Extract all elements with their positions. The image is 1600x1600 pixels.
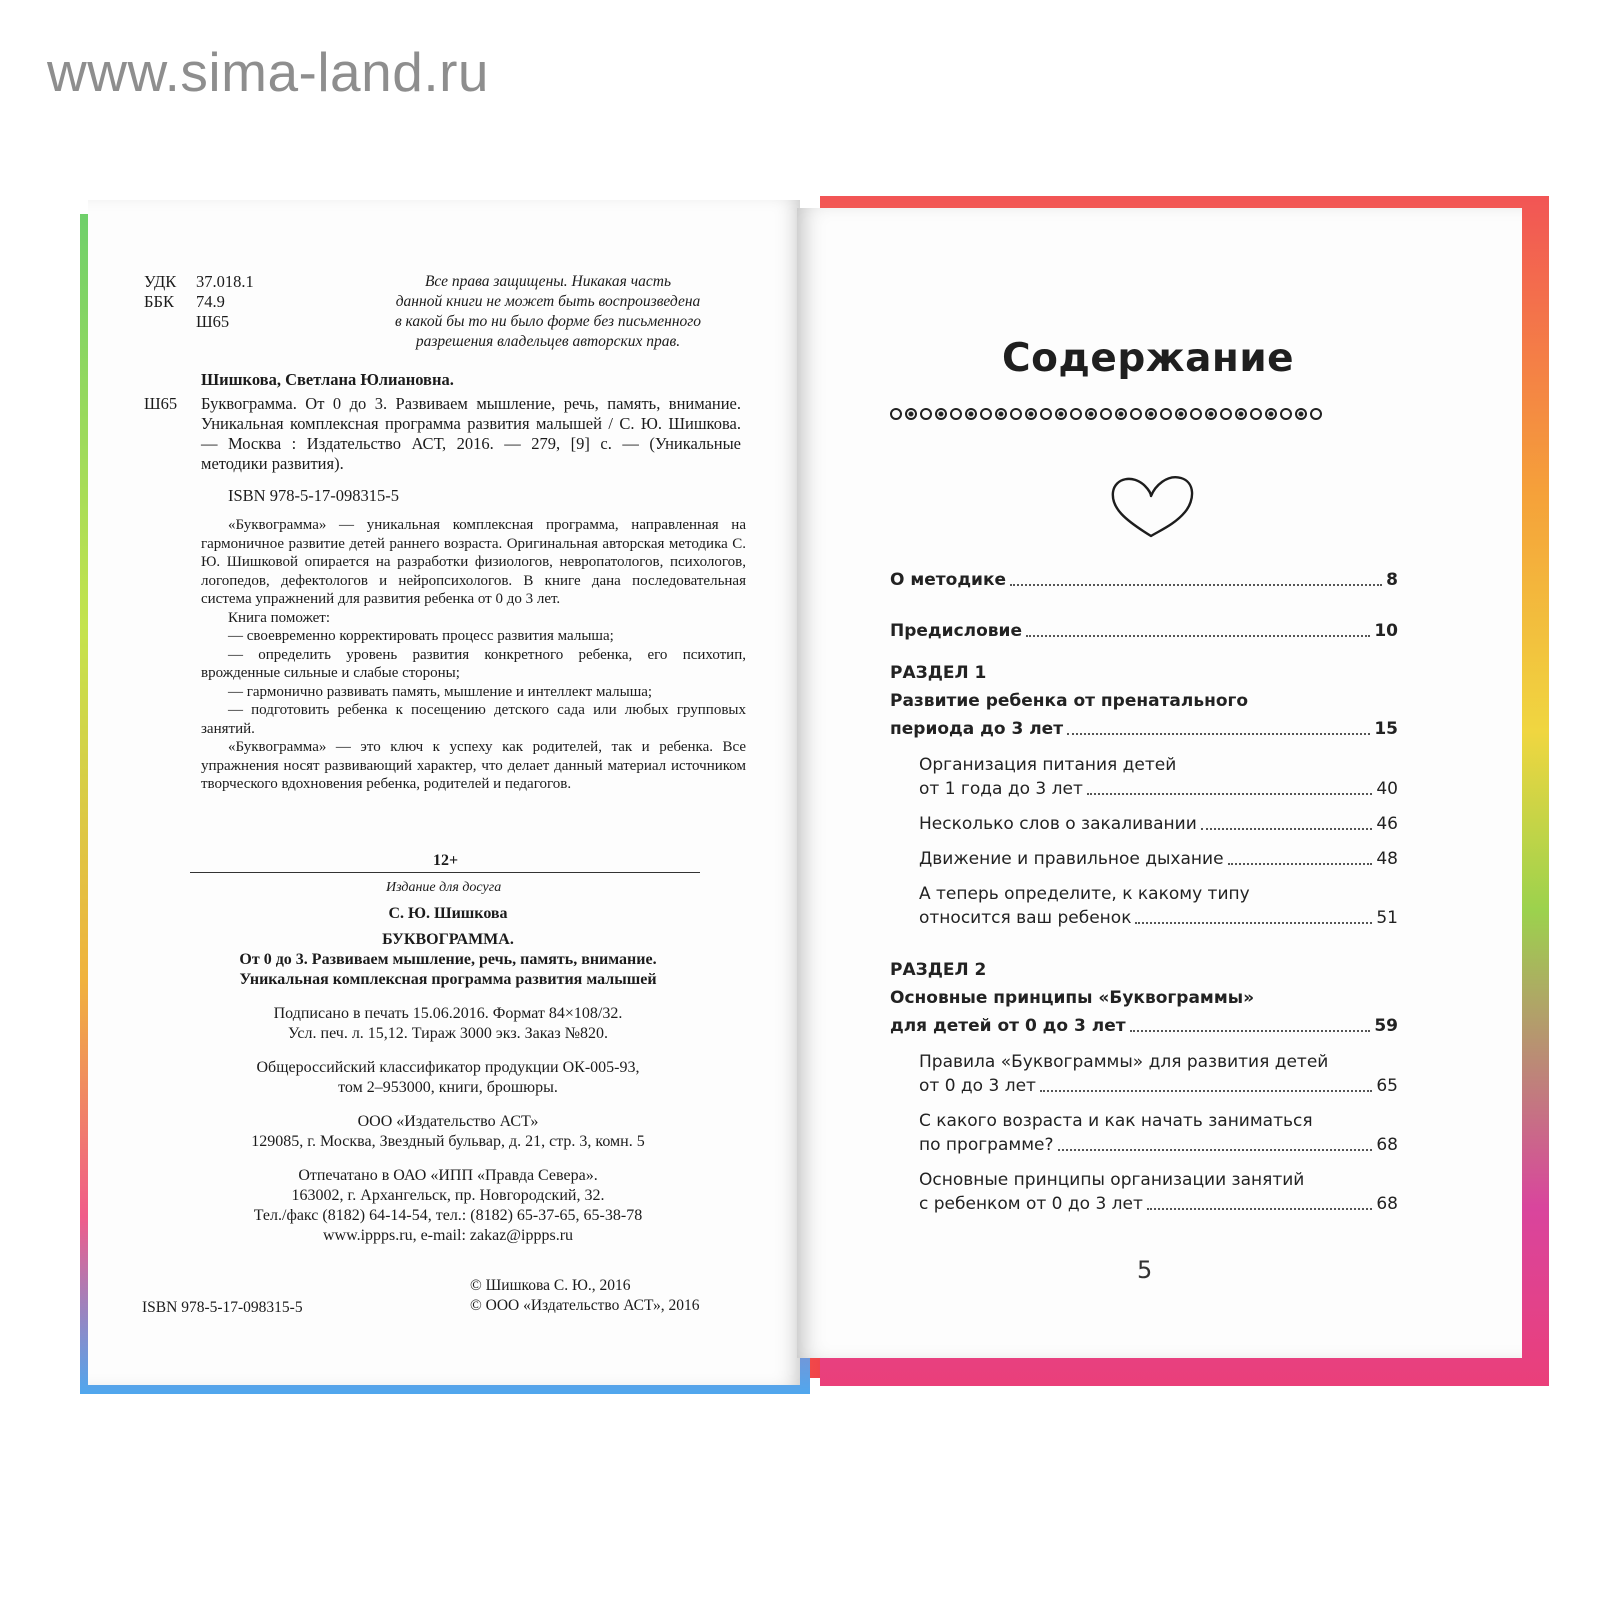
heart-outline-icon — [1105, 470, 1197, 542]
toc-subentry[interactable] — [919, 847, 1398, 871]
toc-leader — [1087, 792, 1373, 795]
watermark-url: www.sima-land.ru — [47, 41, 490, 103]
printer-info: Отпечатано в ОАО «ИПП «Правда Севера». — [298, 1167, 598, 1184]
rights-notice — [378, 272, 718, 352]
copyright-page — [88, 200, 800, 1385]
author-heading: Шишкова, Светлана Юлиановна. — [201, 370, 454, 389]
toc-leader — [1026, 634, 1370, 637]
author-code-value: Ш65 — [196, 312, 230, 331]
toc-leader — [1040, 1089, 1372, 1092]
toc-subentry[interactable] — [919, 906, 1398, 930]
classifier-info: том 2–953000, книги, брошюры. — [338, 1079, 558, 1096]
toc-subentry-title[interactable]: Правила «Буквограммы» для развития детей — [919, 1052, 1329, 1072]
contents-page — [797, 208, 1522, 1358]
print-info: Подписано в печать 15.06.2016. Формат 84×108/32. — [273, 1005, 623, 1022]
toc-page-number: 59 — [1374, 1016, 1398, 1036]
rights-line: Все права защищены. Никакая часть — [424, 273, 672, 290]
section-label: РАЗДЕЛ 1 — [890, 663, 987, 683]
toc-subentry-title[interactable]: Организация питания детей — [919, 755, 1177, 775]
annotation-paragraph: — своевременно корректировать процесс развития малыша; — [228, 628, 614, 644]
printer-info: Тел./факс (8182) 64-14-54, тел.: (8182) 65-37-65, 65-38-78 — [253, 1207, 643, 1224]
toc-page-number: 68 — [1376, 1135, 1398, 1155]
isbn: ISBN 978-5-17-098315-5 — [228, 486, 399, 505]
toc-page-number: 10 — [1374, 621, 1398, 641]
imprint-title: БУКВОГРАММА. — [382, 931, 514, 948]
toc-subentry-title[interactable]: А теперь определите, к какому типу — [919, 884, 1250, 904]
toc-page-number: 15 — [1374, 719, 1398, 739]
bbk-key: ББК — [144, 292, 174, 311]
toc-subentry[interactable] — [919, 777, 1398, 801]
toc-subentry-title: Несколько слов о закаливании — [919, 814, 1197, 834]
toc-subentry[interactable] — [919, 812, 1398, 836]
classifier-info: Общероссийский классификатор продукции ОК-005-93, — [256, 1059, 640, 1076]
toc-entry[interactable] — [890, 568, 1398, 592]
toc-subentry-title: по программе? — [919, 1135, 1054, 1155]
toc-page-number: 65 — [1376, 1076, 1398, 1096]
imprint-author: С. Ю. Шишкова — [388, 905, 508, 922]
edition-type: Издание для досуга — [386, 880, 502, 895]
toc-subentry-title: с ребенком от 0 до 3 лет — [919, 1194, 1143, 1214]
classification-codes — [144, 272, 254, 332]
toc-leader — [1147, 1207, 1372, 1210]
copyright-lines — [470, 1276, 700, 1316]
toc-entry-title: Предисловие — [890, 621, 1022, 641]
copyright-line: © Шишкова С. Ю., 2016 — [470, 1277, 631, 1294]
toc-subentry-title[interactable]: С какого возраста и как начать заниматься — [919, 1111, 1313, 1131]
contents-title: Содержание — [1002, 336, 1295, 381]
author-code-row — [144, 312, 254, 332]
toc-page-number: 68 — [1376, 1194, 1398, 1214]
annotation-paragraph: «Буквограмма» — уникальная комплексная программа, направленная на гармоничное развитие детей раннего возраста. Оригинальная авторская методика С. Ю. Шишковой опирается на разработки физиологов, невропатологов, психологов, логопедов, дефектологов и нейропсихологов. В книге дана последовательная система упражнений для развития ребенка от 0 до 3 лет. — [201, 517, 746, 607]
annotation — [201, 516, 746, 794]
copyright-line: © ООО «Издательство АСТ», 2016 — [470, 1297, 700, 1314]
toc-subentry-title[interactable]: Основные принципы организации занятий — [919, 1170, 1305, 1190]
toc-subentry-title: относится ваш ребенок — [919, 908, 1132, 928]
annotation-paragraph: — подготовить ребенка к посещению детского сада или любых групповых занятий. — [201, 702, 746, 737]
printer-info: 163002, г. Архангельск, пр. Новгородский, 32. — [291, 1187, 605, 1204]
open-book — [80, 186, 1550, 1406]
page-number: 5 — [1137, 1256, 1153, 1284]
toc-page-number: 51 — [1376, 908, 1398, 928]
annotation-paragraph: — определить уровень развития конкретного ребенка, его психотип, врожденные сильные и слабые стороны; — [201, 646, 746, 681]
toc-entry-title[interactable]: Основные принципы «Буквограммы» — [890, 988, 1255, 1008]
circle-dots-divider-icon — [890, 408, 1322, 420]
toc-subentry[interactable] — [919, 1192, 1398, 1216]
divider-line — [190, 872, 700, 873]
toc-entry-title: О методике — [890, 570, 1007, 590]
imprint-subtitle: От 0 до 3. Развиваем мышление, речь, память, внимание. — [239, 951, 657, 968]
toc-leader — [1067, 732, 1370, 735]
toc-subentry-title: Движение и правильное дыхание — [919, 849, 1224, 869]
toc-leader — [1135, 921, 1372, 924]
publisher-address: 129085, г. Москва, Звездный бульвар, д. 21, стр. 3, комн. 5 — [251, 1133, 645, 1150]
toc-subentry-title: от 1 года до 3 лет — [919, 779, 1083, 799]
publisher-name: ООО «Издательство АСТ» — [357, 1113, 539, 1130]
table-of-contents — [890, 568, 1398, 1216]
toc-leader — [1010, 583, 1382, 586]
bibliographic-record: Буквограмма. От 0 до 3. Развиваем мышление, речь, память, внимание. Уникальная комплексная программа развития малышей / С. Ю. Шишкова. — Москва : Издательство АСТ, 2016. — 279, [9] с. — (Уникальные методики развития). — [201, 394, 741, 473]
toc-entry-title: для детей от 0 до 3 лет — [890, 1016, 1126, 1036]
toc-subentry[interactable] — [919, 1074, 1398, 1098]
printer-info: www.ippps.ru, e-mail: zakaz@ippps.ru — [322, 1227, 574, 1244]
toc-page-number: 40 — [1376, 779, 1398, 799]
age-rating: 12+ — [433, 852, 459, 869]
rights-line: разрешения владельцев авторских прав. — [415, 333, 681, 350]
rights-line: в какой бы то ни было форме без письменного — [394, 313, 702, 330]
udk-row — [144, 272, 254, 292]
section-label: РАЗДЕЛ 2 — [890, 960, 987, 980]
bbk-row — [144, 292, 254, 312]
imprint-block — [188, 904, 708, 1246]
annotation-paragraph: Книга поможет: — [228, 609, 331, 626]
author-code: Ш65 — [144, 394, 178, 413]
toc-page-number: 8 — [1386, 570, 1398, 590]
annotation-paragraph: — гармонично развивать память, мышление и интеллект малыша; — [228, 683, 653, 700]
toc-page-number: 48 — [1376, 849, 1398, 869]
toc-subentry[interactable] — [919, 1133, 1398, 1157]
toc-entry[interactable] — [890, 619, 1398, 643]
toc-leader — [1201, 827, 1373, 830]
toc-subentry-title: от 0 до 3 лет — [919, 1076, 1036, 1096]
bbk-value: 74.9 — [196, 292, 225, 311]
toc-leader — [1228, 862, 1373, 865]
toc-entry-title[interactable]: Развитие ребенка от пренатального — [890, 691, 1249, 711]
toc-entry[interactable] — [890, 717, 1398, 741]
annotation-paragraph: «Буквограмма» — это ключ к успеху как родителей, так и ребенка. Все упражнения носят развивающий характер, что делает данный материал источником творческого вдохновения ребенка, родителей и педагогов. — [201, 739, 746, 792]
imprint-subtitle: Уникальная комплексная программа развития малышей — [239, 971, 657, 988]
isbn-bottom: ISBN 978-5-17-098315-5 — [142, 1299, 303, 1316]
print-info: Усл. печ. л. 15,12. Тираж 3000 экз. Заказ №820. — [288, 1025, 608, 1042]
author-code-key — [144, 312, 196, 332]
udk-value: 37.018.1 — [196, 272, 254, 291]
toc-leader — [1058, 1148, 1373, 1151]
toc-entry-title: периода до 3 лет — [890, 719, 1064, 739]
toc-entry[interactable] — [890, 1014, 1398, 1038]
rights-line: данной книги не может быть воспроизведена — [395, 293, 701, 310]
toc-page-number: 46 — [1376, 814, 1398, 834]
toc-leader — [1130, 1029, 1371, 1032]
udk-key: УДК — [144, 272, 177, 291]
